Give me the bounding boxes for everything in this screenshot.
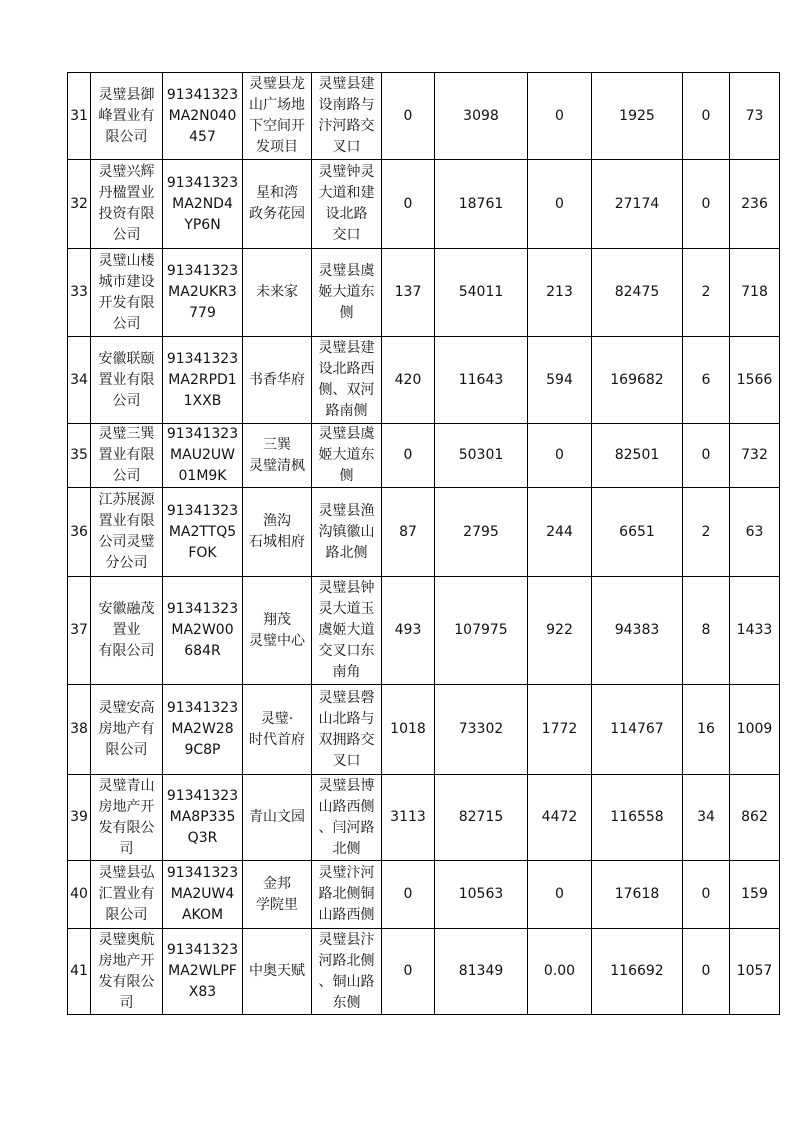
value-cell: 107975 xyxy=(435,577,528,685)
value-cell: 0 xyxy=(382,160,435,249)
row-number-cell: 36 xyxy=(68,488,91,577)
company-name-cell: 灵璧安高 房地产有 限公司 xyxy=(91,685,163,775)
location-cell: 灵璧钟灵 大道和建 设北路 交口 xyxy=(312,160,382,249)
value-cell: 0 xyxy=(528,861,592,929)
table-row xyxy=(68,929,780,1015)
location-cell: 灵璧汴河 路北侧铜 山路西侧 xyxy=(312,861,382,929)
value-cell: 3098 xyxy=(435,73,528,160)
row-number-cell: 38 xyxy=(68,685,91,775)
location-cell: 灵璧县钟 灵大道玉 虞姬大道 交叉口东 南角 xyxy=(312,577,382,685)
value-cell: 0 xyxy=(528,160,592,249)
project-name-cell: 三巽 灵璧清枫 xyxy=(243,424,312,488)
value-cell: 0 xyxy=(382,424,435,488)
row-number-cell: 40 xyxy=(68,861,91,929)
credit-code-cell: 91341323 MA2RPD1 1XXB xyxy=(163,337,243,424)
value-cell: 3113 xyxy=(382,775,435,861)
location-cell: 灵璧县建 设南路与 汴河路交 叉口 xyxy=(312,73,382,160)
value-cell: 2795 xyxy=(435,488,528,577)
row-number-cell: 41 xyxy=(68,929,91,1015)
table-row xyxy=(68,73,780,160)
value-cell: 6651 xyxy=(592,488,683,577)
value-cell: 0.00 xyxy=(528,929,592,1015)
value-cell: 493 xyxy=(382,577,435,685)
row-number-cell: 35 xyxy=(68,424,91,488)
company-name-cell: 灵璧奥航 房地产开 发有限公 司 xyxy=(91,929,163,1015)
value-cell: 169682 xyxy=(592,337,683,424)
value-cell: 718 xyxy=(730,249,780,337)
table-body xyxy=(68,73,780,1015)
project-name-cell: 翔茂 灵璧中心 xyxy=(243,577,312,685)
row-number-cell: 39 xyxy=(68,775,91,861)
value-cell: 0 xyxy=(382,861,435,929)
value-cell: 63 xyxy=(730,488,780,577)
credit-code-cell: 91341323 MA2TTQ5 FOK xyxy=(163,488,243,577)
location-cell: 灵璧县磬 山北路与 双拥路交 叉口 xyxy=(312,685,382,775)
value-cell: 82501 xyxy=(592,424,683,488)
company-name-cell: 灵璧县御 峰置业有 限公司 xyxy=(91,73,163,160)
value-cell: 94383 xyxy=(592,577,683,685)
registry-table xyxy=(67,72,780,1015)
value-cell: 137 xyxy=(382,249,435,337)
table-row xyxy=(68,424,780,488)
company-name-cell: 江苏展源 置业有限 公司灵璧 分公司 xyxy=(91,488,163,577)
credit-code-cell: 91341323 MA2W00 684R xyxy=(163,577,243,685)
value-cell: 27174 xyxy=(592,160,683,249)
location-cell: 灵璧县建 设北路西 侧、双河 路南侧 xyxy=(312,337,382,424)
table-row xyxy=(68,249,780,337)
location-cell: 灵璧县渔 沟镇徽山 路北侧 xyxy=(312,488,382,577)
value-cell: 0 xyxy=(382,73,435,160)
credit-code-cell: 91341323 MA2UKR3 779 xyxy=(163,249,243,337)
credit-code-cell: 91341323 MA2ND4 YP6N xyxy=(163,160,243,249)
value-cell: 73 xyxy=(730,73,780,160)
row-number-cell: 34 xyxy=(68,337,91,424)
value-cell: 1433 xyxy=(730,577,780,685)
value-cell: 862 xyxy=(730,775,780,861)
value-cell: 6 xyxy=(683,337,730,424)
value-cell: 0 xyxy=(528,424,592,488)
value-cell: 114767 xyxy=(592,685,683,775)
value-cell: 1772 xyxy=(528,685,592,775)
project-name-cell: 中奥天赋 xyxy=(243,929,312,1015)
value-cell: 87 xyxy=(382,488,435,577)
value-cell: 73302 xyxy=(435,685,528,775)
value-cell: 0 xyxy=(382,929,435,1015)
company-name-cell: 灵璧县弘 汇置业有 限公司 xyxy=(91,861,163,929)
table-row xyxy=(68,775,780,861)
value-cell: 1566 xyxy=(730,337,780,424)
value-cell: 1057 xyxy=(730,929,780,1015)
credit-code-cell: 91341323 MA2N040 457 xyxy=(163,73,243,160)
value-cell: 1018 xyxy=(382,685,435,775)
value-cell: 0 xyxy=(683,861,730,929)
value-cell: 116558 xyxy=(592,775,683,861)
credit-code-cell: 91341323 MA2UW4 AKOM xyxy=(163,861,243,929)
credit-code-cell: 91341323 MA2W28 9C8P xyxy=(163,685,243,775)
company-name-cell: 安徽联颐 置业有限 公司 xyxy=(91,337,163,424)
company-name-cell: 灵璧三巽 置业有限 公司 xyxy=(91,424,163,488)
table-row xyxy=(68,337,780,424)
project-name-cell: 灵璧· 时代首府 xyxy=(243,685,312,775)
location-cell: 灵璧县虞 姬大道东 侧 xyxy=(312,424,382,488)
value-cell: 16 xyxy=(683,685,730,775)
value-cell: 0 xyxy=(683,424,730,488)
value-cell: 732 xyxy=(730,424,780,488)
value-cell: 54011 xyxy=(435,249,528,337)
value-cell: 159 xyxy=(730,861,780,929)
value-cell: 0 xyxy=(683,160,730,249)
value-cell: 1925 xyxy=(592,73,683,160)
row-number-cell: 33 xyxy=(68,249,91,337)
value-cell: 594 xyxy=(528,337,592,424)
value-cell: 4472 xyxy=(528,775,592,861)
value-cell: 82715 xyxy=(435,775,528,861)
credit-code-cell: 91341323 MA2WLPF X83 xyxy=(163,929,243,1015)
value-cell: 81349 xyxy=(435,929,528,1015)
value-cell: 116692 xyxy=(592,929,683,1015)
table-row xyxy=(68,577,780,685)
credit-code-cell: 91341323 MAU2UW 01M9K xyxy=(163,424,243,488)
table-row xyxy=(68,685,780,775)
location-cell: 灵璧县博 山路西侧 、闫河路 北侧 xyxy=(312,775,382,861)
company-name-cell: 灵璧山楼 城市建设 开发有限 公司 xyxy=(91,249,163,337)
project-name-cell: 星和湾 政务花园 xyxy=(243,160,312,249)
project-name-cell: 金邦 学院里 xyxy=(243,861,312,929)
value-cell: 0 xyxy=(683,929,730,1015)
value-cell: 236 xyxy=(730,160,780,249)
project-name-cell: 渔沟 石城相府 xyxy=(243,488,312,577)
table-row xyxy=(68,160,780,249)
value-cell: 17618 xyxy=(592,861,683,929)
table-row xyxy=(68,861,780,929)
value-cell: 50301 xyxy=(435,424,528,488)
value-cell: 8 xyxy=(683,577,730,685)
value-cell: 1009 xyxy=(730,685,780,775)
value-cell: 18761 xyxy=(435,160,528,249)
value-cell: 0 xyxy=(683,73,730,160)
row-number-cell: 31 xyxy=(68,73,91,160)
credit-code-cell: 91341323 MA8P335 Q3R xyxy=(163,775,243,861)
company-name-cell: 灵璧青山 房地产开 发有限公 司 xyxy=(91,775,163,861)
value-cell: 34 xyxy=(683,775,730,861)
row-number-cell: 32 xyxy=(68,160,91,249)
project-name-cell: 书香华府 xyxy=(243,337,312,424)
company-name-cell: 安徽融茂 置业 有限公司 xyxy=(91,577,163,685)
value-cell: 0 xyxy=(528,73,592,160)
location-cell: 灵璧县汴 河路北侧 、铜山路 东侧 xyxy=(312,929,382,1015)
table-row xyxy=(68,488,780,577)
value-cell: 11643 xyxy=(435,337,528,424)
value-cell: 10563 xyxy=(435,861,528,929)
row-number-cell: 37 xyxy=(68,577,91,685)
value-cell: 2 xyxy=(683,249,730,337)
value-cell: 2 xyxy=(683,488,730,577)
location-cell: 灵璧县虞 姬大道东 侧 xyxy=(312,249,382,337)
value-cell: 922 xyxy=(528,577,592,685)
value-cell: 82475 xyxy=(592,249,683,337)
value-cell: 244 xyxy=(528,488,592,577)
project-name-cell: 未来家 xyxy=(243,249,312,337)
project-name-cell: 青山文园 xyxy=(243,775,312,861)
company-name-cell: 灵璧兴辉 丹楹置业 投资有限 公司 xyxy=(91,160,163,249)
value-cell: 420 xyxy=(382,337,435,424)
project-name-cell: 灵璧县龙 山广场地 下空间开 发项目 xyxy=(243,73,312,160)
value-cell: 213 xyxy=(528,249,592,337)
